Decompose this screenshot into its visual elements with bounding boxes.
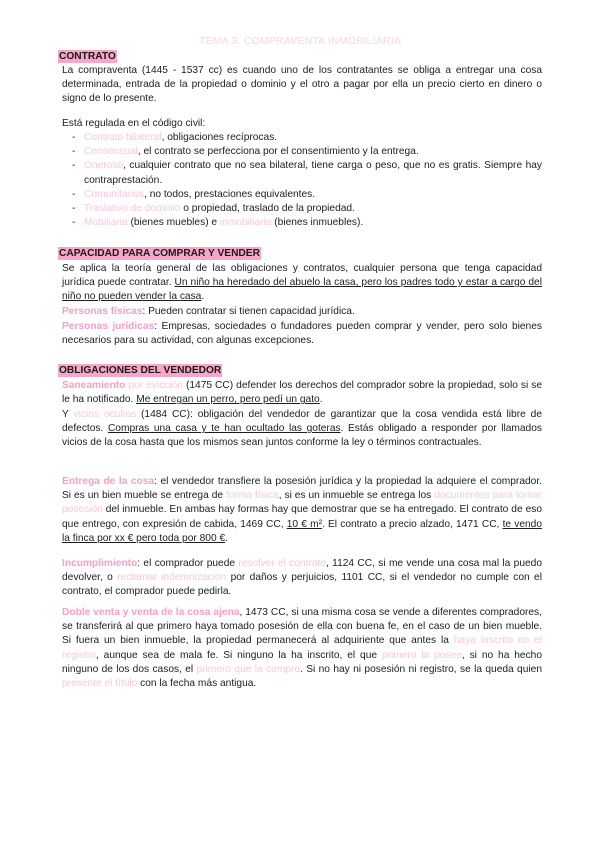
capacidad-paragraph [62,262,542,305]
heading-capacidad: CAPACIDAD PARA COMPRAR Y VENDER [59,248,260,259]
list-text: o propiedad, traslado de la propiedad. [180,203,355,215]
juridicas-term: Personas jurídicas [62,321,155,332]
heading-obligaciones: OBLIGACIONES DEL VENDEDOR [59,365,222,376]
vicios-text: (1484 CC): obligación del vendedor de garantizar que la cosa vendida está libre de defectos. [62,409,542,435]
list-item [62,188,542,202]
list-term: Traslativo de dominio [84,203,181,215]
fisicas-text: : Pueden contratar si tienen capacidad jurídica. [142,306,355,317]
saneamiento-example: Me entregan un perro, pero pedí un gato [136,394,320,406]
list-term: Comunitarios [84,188,145,200]
doble-venta-paragraph [62,606,542,691]
list-item [62,145,542,159]
contrato-list [62,131,542,230]
incumplimiento-resolver: resolver el contrato [238,558,326,569]
doble-venta-text: . Si no hay ni posesión ni registro, se la queda quien [300,663,542,675]
incumplimiento-text: : el comprador puede [137,558,239,569]
incumplimiento-paragraph [62,557,542,600]
list-item [62,216,542,230]
doble-venta-text: , 1473 CC, si una misma cosa se vende a diferentes compradores, se transferirá al que primero haya tomado posesión de ella con buena fe, en el caso de un bien mueble. Si fuera un bien inmueble, la propiedad permanecerá al adquiriente que antes la [62,607,542,647]
heading-contrato: CONTRATO [59,51,116,62]
doble-venta-term: Doble venta y venta de la cosa ajena [62,607,240,618]
list-term: Contrato bilateral [84,132,162,143]
doble-venta-registro: haya inscrito en el registro [62,635,542,661]
doble-venta-text: con la fecha más antigua. [137,678,257,690]
juridicas-text: : Empresas, sociedades o fundadores pueden comprar y vender, pero solo bienes necesarios para su actividad, con algunas excepciones. [62,321,542,347]
entrega-paragraph [62,475,542,546]
list-term: Consensual [84,146,138,158]
saneamiento-end: . [319,394,323,406]
saneamiento-text: (1475 CC) defender los derechos del comprador sobre la propiedad, solo si se le ha notificado. [62,380,542,406]
entrega-documentos: documentos para tomar posesión [62,490,542,516]
personas-fisicas [62,305,542,319]
contrato-regulated: Está regulada en el código civil: [62,118,206,129]
contrato-intro: La compraventa (1445 - 1537 cc) es cuando uno de los contratantes se obliga a entregar una cosa determinada, entrada de la propiedad o dominio y el otro a pagar por ella un precio cierto en dinero o signo de lo presente. [62,65,542,105]
list-text: (bienes muebles) e [127,217,220,229]
vicios-paragraph [62,408,542,451]
entrega-text: : el vendedor transfiere la posesión jurídica y la propiedad la adquiere el comprador. Si es un bien mueble se entrega de [62,476,542,502]
fisicas-term: Personas físicas [62,306,143,317]
saneamiento-paragraph [62,379,542,407]
entrega-alzado-example: te vendo la finca por xx € pero toda por 800 € [62,518,542,544]
vicios-end: . Estás obligado a responder por llamados vicios de la cosa hasta que los mismos sean juntos conforme la ley o términos contractuales. [62,423,542,449]
list-text: , no todos, prestaciones equivalentes. [144,188,316,200]
list-item [62,159,542,187]
doble-venta-posee: primero la posee [381,649,462,661]
entrega-text: del inmueble. En ambas hay formas hay que demostrar que se ha entregado. El contrato de eso que entrego, con expresión de cabida, 1469 CC, [62,504,542,530]
vicios-example: Compras una casa y te han ocultado las goteras [107,423,341,435]
list-text: , el contrato se perfecciona por el consentimiento y la entrega. [137,146,419,158]
capacidad-end: . [201,291,205,303]
entrega-text: . El contrato a precio alzado, 1471 CC, [322,518,503,530]
incumplimiento-text: por daños y perjuicios, 1101 CC, si el vendedor no cumple con el contrato, el comprador puede pedirla. [62,572,542,598]
doble-venta-text: , aunque sea de mala fe. Si ninguno la ha inscrito, el que [95,649,382,661]
saneamiento-term: Saneamiento [62,380,126,391]
list-item [62,202,542,216]
entrega-end: . [225,532,228,544]
capacidad-example: Un niño ha heredado del abuelo la casa, pero los padres todo y estar a cargo del niño no pueden vender la casa [62,277,542,303]
incumplimiento-reclamar: reclamar indemnización [117,572,227,584]
doble-venta-text: , si no ha hecho ninguno de los dos casos, el [62,649,542,675]
list-term-2: inmobiliaria [219,217,272,229]
entrega-cabida-example: 10 € m² [286,518,322,530]
incumplimiento-term: Incumplimiento [62,558,138,569]
saneamiento-subterm: por evicción [128,380,183,391]
entrega-text: , si es un inmueble se entrega los [278,490,435,502]
list-term: Mobiliaria [84,217,128,229]
list-text: , obligaciones recíprocas. [161,132,278,143]
doble-venta-compro: primero que la compro [196,663,301,675]
entrega-forma-fisica: forma física [225,490,279,502]
entrega-term: Entrega de la cosa [62,476,155,487]
capacidad-text: Se aplica la teoría general de las obligaciones y contratos, cualquier persona que tenga capacidad jurídica puede contratar. [62,263,542,289]
page-title: TEMA 3: COMPRAVENTA INMOBILIARIA [198,35,402,47]
incumplimiento-text: , 1124 CC, si me vende una cosa mal la puedo devolver, o [62,558,542,584]
list-text-2: (bienes inmuebles). [271,217,364,229]
personas-juridicas [62,320,542,348]
list-term: Oneroso [84,160,124,172]
doble-venta-titulo: presente el título [62,678,138,690]
vicios-term: vicios ocultos [73,409,137,420]
list-item [62,131,542,145]
vicios-prefix: Y [62,409,74,420]
list-text: , cualquier contrato que no sea bilateral, tiene carga o peso, que no es gratis. Siempre hay contraprestación. [84,160,542,186]
